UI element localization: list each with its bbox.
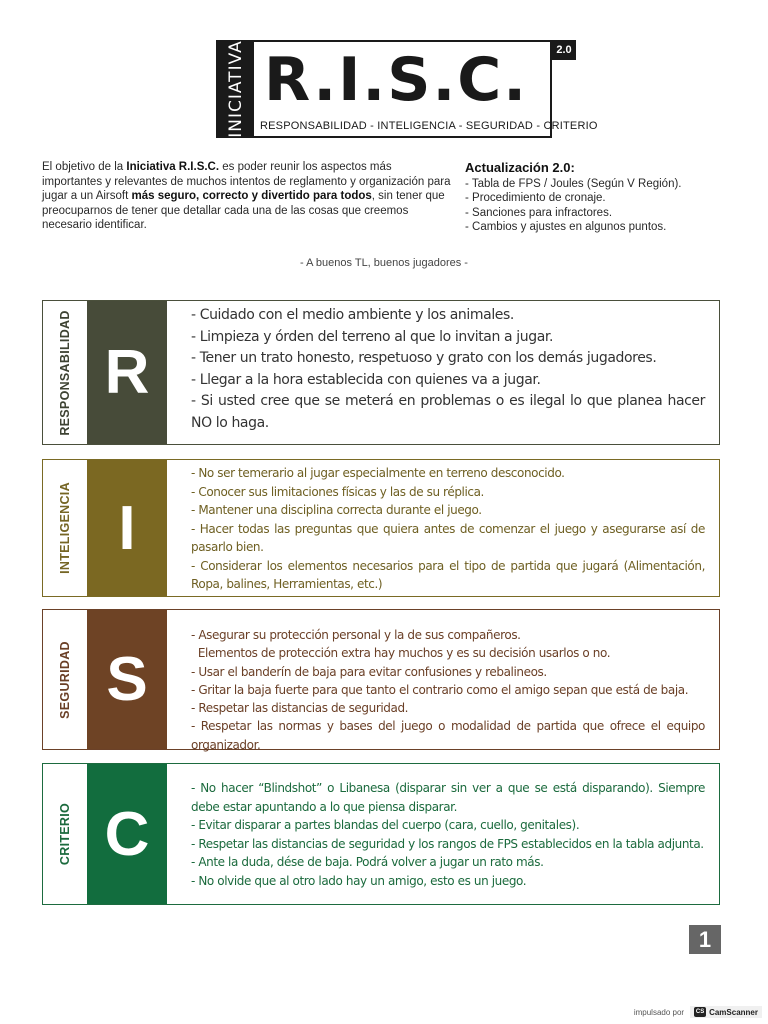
list-item: - Respetar las distancias de seguridad. [191,701,409,716]
section-side-label [43,460,87,596]
list-item: - Mantener una disciplina correcta durante el juego. [191,503,482,517]
section-letter: R [87,301,167,444]
update-title: Actualización 2.0: [465,160,575,175]
list-item: - Llegar a la hora establecida con quienes va a jugar. [191,371,541,388]
section-side-label [43,764,87,904]
camscanner-badge [690,1006,762,1018]
section-letter: C [87,764,167,904]
tagline: - A buenos TL, buenos jugadores - [300,257,468,269]
intro-bold-1: Iniciativa R.I.S.C. [126,161,220,173]
section-label: RESPONSABILIDAD [58,309,72,436]
section-side-label [43,610,87,749]
intro-text-2: es poder reunir los aspectos más importantes y relevantes de muchos intentos de reglamento y organización para jugar a un Airsoft [42,161,451,202]
list-item: - Gritar la baja fuerte para que tanto el contrario como el amigo sepan que está de baja. [191,682,689,697]
section-responsabilidad [42,300,720,445]
list-item: - Cuidado con el medio ambiente y los animales. [191,307,514,323]
list-item: - Ante la duda, dése de baja. Podrá volver a jugar un rato más. [191,855,544,869]
section-items [191,626,705,754]
list-item: - Evitar disparar a partes blandas del cuerpo (cara, cuello, genitales). [191,818,580,832]
list-item: - Asegurar su protección personal y la de sus compañeros. [191,628,521,642]
update-list [465,177,735,235]
intro-text-3: , sin tener que preocuparnos de tener que detallar cada una de las cosas que creemos necesario identificar. [42,190,445,231]
list-item: - Limpieza y órden del terreno al que lo invitan a jugar. [191,328,553,345]
intro-paragraph [42,160,452,233]
intro-bold-2: más seguro, correcto y divertido para todos [131,190,372,202]
list-item: - Considerar los elementos necesarios para el tipo de partida que jugará (Alimentación, Ropa, balines, Herramientas, etc.) [191,558,705,591]
footer-watermark [634,1004,762,1020]
list-item: - Tener un trato honesto, respetuoso y grato con los demás jugadores. [191,350,657,366]
logo-subtitle: RESPONSABILIDAD - INTELIGENCIA - SEGURIDAD - CRITERIO [260,120,598,132]
section-label: INTELIGENCIA [58,482,72,574]
list-item: - Conocer sus limitaciones físicas y las de su réplica. [191,484,484,499]
list-item: - Usar el banderín de baja para evitar confusiones y rebalineos. [191,664,547,679]
section-inteligencia [42,459,720,597]
camscanner-brand: CamScanner [709,1007,758,1017]
list-item: - No ser temerario al jugar especialmente en terreno desconocido. [191,466,565,480]
logo-side-text: INICIATIVA [226,40,246,138]
powered-by-text: impulsado por [633,1007,685,1017]
section-side-label [43,301,87,444]
section-label: SEGURIDAD [58,640,72,719]
list-item: - Respetar las normas y bases del juego o modalidad de partida que ofrece el equipo organizador. [191,719,705,752]
list-item: - Si usted cree que se meterá en problemas o es ilegal lo que planea hacer NO lo haga. [191,393,705,431]
section-letter: I [87,460,167,596]
section-label: CRITERIO [58,802,72,866]
logo-side-bar [218,42,254,136]
update-item: - Cambios y ajustes en algunos puntos. [465,221,667,233]
section-letter: S [87,610,167,749]
list-item: - No hacer “Blindshot” o Libanesa (disparar sin ver a que se está disparando). Siempre debe estar apuntando a lo que piensa disparar. [191,781,705,814]
page-number: 1 [689,925,721,954]
update-notes [465,161,735,235]
section-items [191,779,705,890]
section-criterio [42,763,720,905]
camscanner-icon: CS [695,1009,705,1015]
intro-text-1: El objetivo de la [42,161,127,173]
list-item: - Hacer todas las preguntas que quiera antes de comenzar el juego y asegurarse así de pasarlo bien. [191,521,705,554]
list-item: Elementos de protección extra hay muchos y es su decisión usarlos o no. [191,646,611,661]
section-items [191,464,705,594]
version-badge: 2.0 [552,40,576,60]
section-items [191,305,705,434]
logo-title: R.I.S.C. [264,45,529,115]
update-item: - Tabla de FPS / Joules (Según V Región). [465,177,682,190]
list-item: - Respetar las distancias de seguridad y los rangos de FPS establecidos en la tabla adjunta. [191,836,704,851]
update-item: - Sanciones para infractores. [465,206,613,219]
list-item: - No olvide que al otro lado hay un amigo, esto es un juego. [191,873,527,888]
update-item: - Procedimiento de cronaje. [465,192,606,204]
section-seguridad [42,609,720,750]
